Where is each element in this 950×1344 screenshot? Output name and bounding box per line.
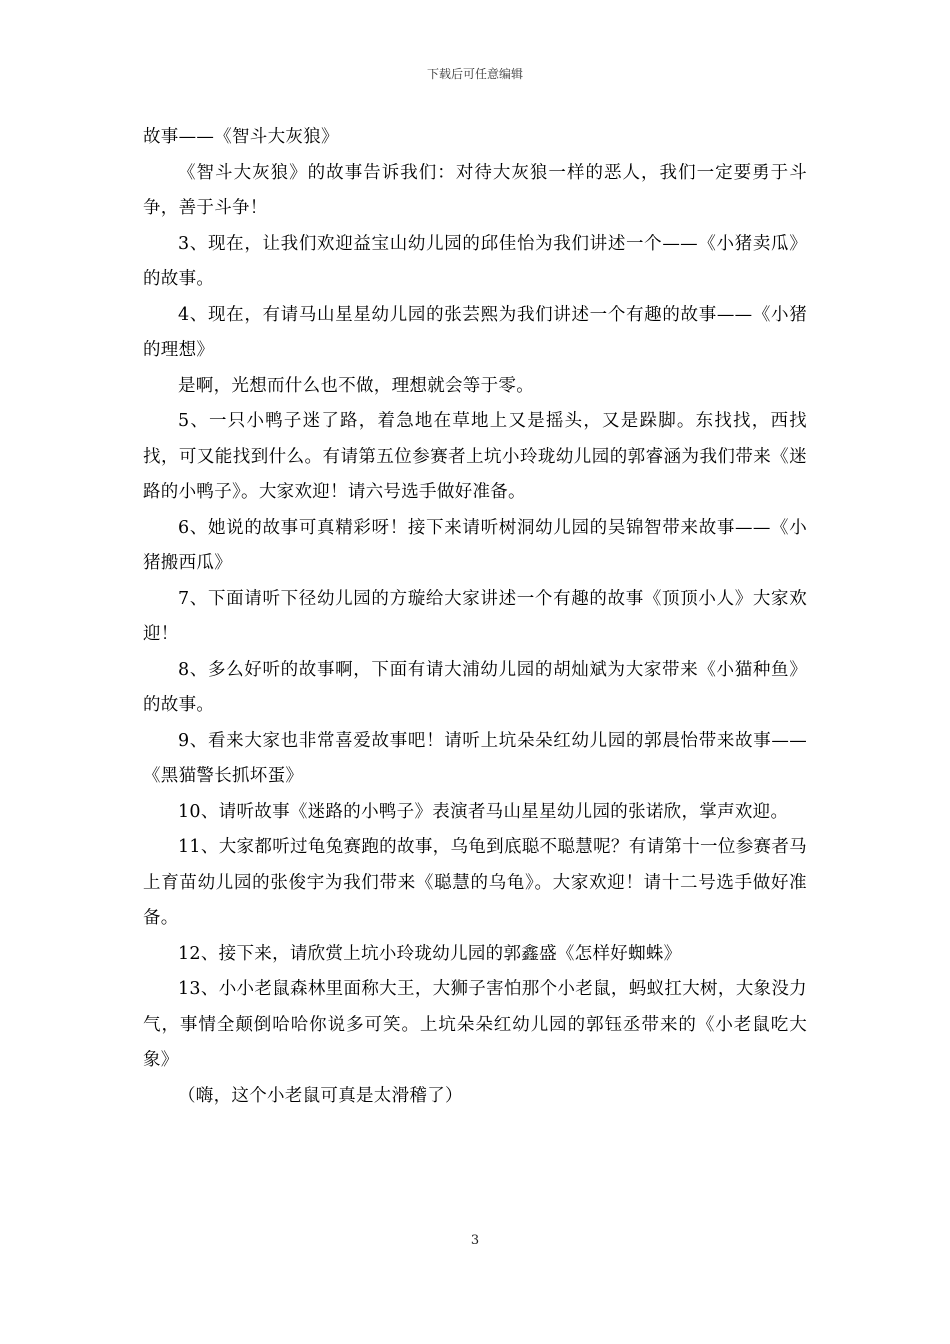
paragraph-closing-remark: （嗨，这个小老鼠可真是太滑稽了）: [178, 1085, 463, 1106]
page-number: 3: [470, 1233, 480, 1248]
document-body: [143, 120, 807, 1114]
story-title-line: 故事——《智斗大灰狼》: [143, 127, 339, 147]
page-header-note: 下载后可任意编辑: [426, 67, 523, 81]
paragraph-item-4: 4、现在，有请马山星星幼儿园的张芸熙为我们讲述一个有趣的故事——《小猪的理想》: [143, 304, 807, 360]
paragraph-item-10: 10、请听故事《迷路的小鸭子》表演者马山星星幼儿园的张诺欣，掌声欢迎。: [178, 801, 789, 822]
paragraph-item-7: 7、下面请听下径幼儿园的方璇给大家讲述一个有趣的故事《顶顶小人》大家欢迎！: [143, 588, 807, 644]
paragraph-item-6: 6、她说的故事可真精彩呀！接下来请听树洞幼儿园的吴锦智带来故事——《小猪搬西瓜》: [143, 517, 807, 573]
paragraph-item-11: 11、大家都听过龟兔赛跑的故事，乌龟到底聪不聪慧呢？有请第十一位参赛者马上育苗幼儿园的张俊宇为我们带来《聪慧的乌龟》。大家欢迎！请十二号选手做好准备。: [143, 837, 807, 928]
paragraph-story-moral: 《智斗大灰狼》的故事告诉我们：对待大灰狼一样的恶人，我们一定要勇于斗争，善于斗争！: [143, 162, 807, 218]
paragraph-item-3: 3、现在，让我们欢迎益宝山幼儿园的邱佳怡为我们讲述一个——《小猪卖瓜》的故事。: [143, 233, 807, 289]
paragraph-comment-ideal: 是啊，光想而什么也不做，理想就会等于零。: [178, 375, 534, 396]
paragraph-item-13: 13、小小老鼠森林里面称大王，大狮子害怕那个小老鼠，蚂蚁扛大树，大象没力气，事情全颠倒哈哈你说多可笑。上坑朵朵红幼儿园的郭钰丞带来的《小老鼠吃大象》: [143, 979, 807, 1070]
paragraph-item-9: 9、看来大家也非常喜爱故事吧！请听上坑朵朵红幼儿园的郭晨怡带来故事——《黑猫警长抓坏蛋》: [143, 730, 807, 786]
paragraph-item-12: 12、接下来，请欣赏上坑小玲珑幼儿园的郭鑫盛《怎样好蜘蛛》: [178, 943, 682, 964]
paragraph-item-5: 5、一只小鸭子迷了路，着急地在草地上又是摇头，又是跺脚。东找找，西找找，可又能找到什么。有请第五位参赛者上坑小玲珑幼儿园的郭睿涵为我们带来《迷路的小鸭子》。大家欢迎！请六号选手做好准备。: [143, 411, 807, 502]
paragraph-item-8: 8、多么好听的故事啊，下面有请大浦幼儿园的胡灿斌为大家带来《小猫种鱼》的故事。: [143, 659, 807, 715]
